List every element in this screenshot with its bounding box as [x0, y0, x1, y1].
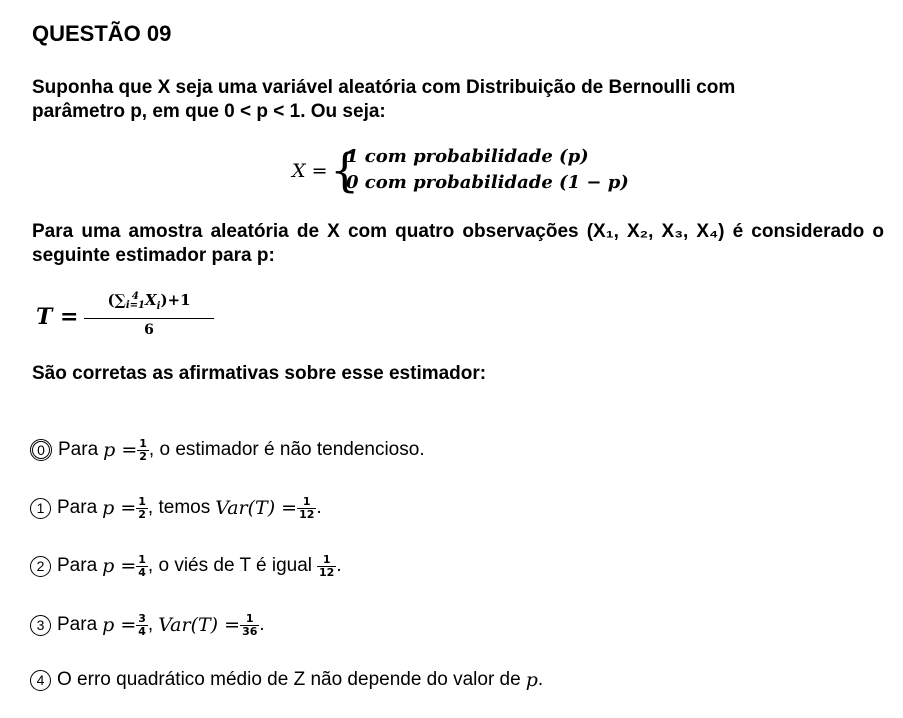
- frac-num: 1: [138, 494, 146, 508]
- option-2-fraction: [137, 554, 147, 579]
- option-3-p: p =: [102, 614, 137, 636]
- option-4-var: p: [525, 669, 538, 691]
- piecewise-lhs: X =: [292, 160, 328, 182]
- frac-den: 36: [242, 624, 258, 638]
- intro-line-1: Suponha que X seja uma variável aleatória com Distribuição de Bernoulli com: [32, 77, 736, 98]
- option-1-end: .: [316, 497, 322, 518]
- option-marker-0: 0: [30, 439, 52, 461]
- option-marker-3: 3: [30, 615, 51, 636]
- left-brace: {: [330, 143, 360, 197]
- sum-upper: 4: [131, 291, 139, 302]
- frac-den: 4: [138, 624, 146, 638]
- option-3-fraction: [137, 613, 147, 638]
- option-1-p: p =: [102, 497, 137, 519]
- estimator-lhs: T =: [36, 304, 79, 330]
- plus-one: +1: [167, 291, 191, 309]
- option-3-var: Var(T) =: [158, 614, 241, 636]
- option-4-end: .: [537, 669, 544, 690]
- option-1-text: , temos: [147, 497, 211, 518]
- option-4[interactable]: [30, 660, 543, 700]
- frac-den: 12: [319, 565, 335, 579]
- frac-num: 1: [139, 436, 147, 450]
- piecewise-row-1: 1 com probabilidade (p): [346, 146, 589, 167]
- intro-line-2: parâmetro p, em que 0 < p < 1. Ou seja:: [32, 101, 386, 122]
- sum-lower: i=1: [125, 300, 145, 311]
- option-2[interactable]: [30, 546, 342, 586]
- option-2-end: .: [336, 555, 342, 576]
- option-0-p: p =: [103, 439, 138, 461]
- option-2-text: , o viés de T é igual: [147, 555, 312, 576]
- option-1[interactable]: [30, 488, 322, 528]
- piecewise-row-2: 0 com probabilidade (1 − p): [346, 172, 629, 193]
- option-1-var: Var(T) =: [215, 497, 298, 519]
- option-2-pre: Para: [57, 555, 98, 576]
- option-1-fraction: [137, 496, 147, 521]
- option-marker-4: 4: [30, 670, 51, 691]
- option-4-text: O erro quadrático médio de Z não depende do valor de: [57, 669, 521, 690]
- option-marker-2: 2: [30, 556, 51, 577]
- frac-den: 12: [299, 507, 315, 521]
- sum-var: X: [144, 291, 157, 309]
- option-0-pre: Para: [58, 439, 99, 460]
- sum-var-sub: i: [156, 301, 161, 312]
- option-3-pre: Para: [57, 614, 98, 635]
- option-1-pre: Para: [57, 497, 98, 518]
- estimator-denominator: 6: [144, 322, 154, 338]
- option-0-fraction: [138, 438, 148, 463]
- option-1-result: [298, 496, 315, 521]
- frac-num: 1: [245, 611, 254, 625]
- frac-den: 2: [138, 507, 146, 521]
- option-3-result: [241, 613, 258, 638]
- frac-den: 2: [139, 449, 147, 463]
- option-marker-1: 1: [30, 498, 51, 519]
- option-3-text: ,: [147, 614, 154, 635]
- frac-num: 1: [322, 552, 331, 566]
- option-3[interactable]: [30, 605, 265, 645]
- frac-num: 1: [138, 552, 146, 566]
- option-0-text: , o estimador é não tendencioso.: [148, 439, 425, 460]
- question-title: QUESTÃO 09: [32, 21, 172, 46]
- frac-den: 4: [138, 565, 146, 579]
- option-0[interactable]: [30, 430, 425, 470]
- fraction-bar: [84, 318, 214, 319]
- prompt-text: São corretas as afirmativas sobre esse estimador:: [32, 363, 487, 384]
- option-2-result: [318, 554, 335, 579]
- estimator-fraction: [84, 290, 214, 339]
- frac-num: 1: [302, 494, 311, 508]
- option-2-p: p =: [102, 555, 137, 577]
- sample-paragraph: Para uma amostra aleatória de X com quatro observações (X₁, X₂, X₃, X₄) é considerado o seguinte estimador para p:: [32, 221, 884, 266]
- intro-paragraph: [32, 76, 884, 124]
- estimator-numerator: (∑ 4 i=1 $X_i)+1$: [107, 291, 191, 312]
- option-3-end: .: [259, 614, 265, 635]
- frac-num: 3: [138, 611, 146, 625]
